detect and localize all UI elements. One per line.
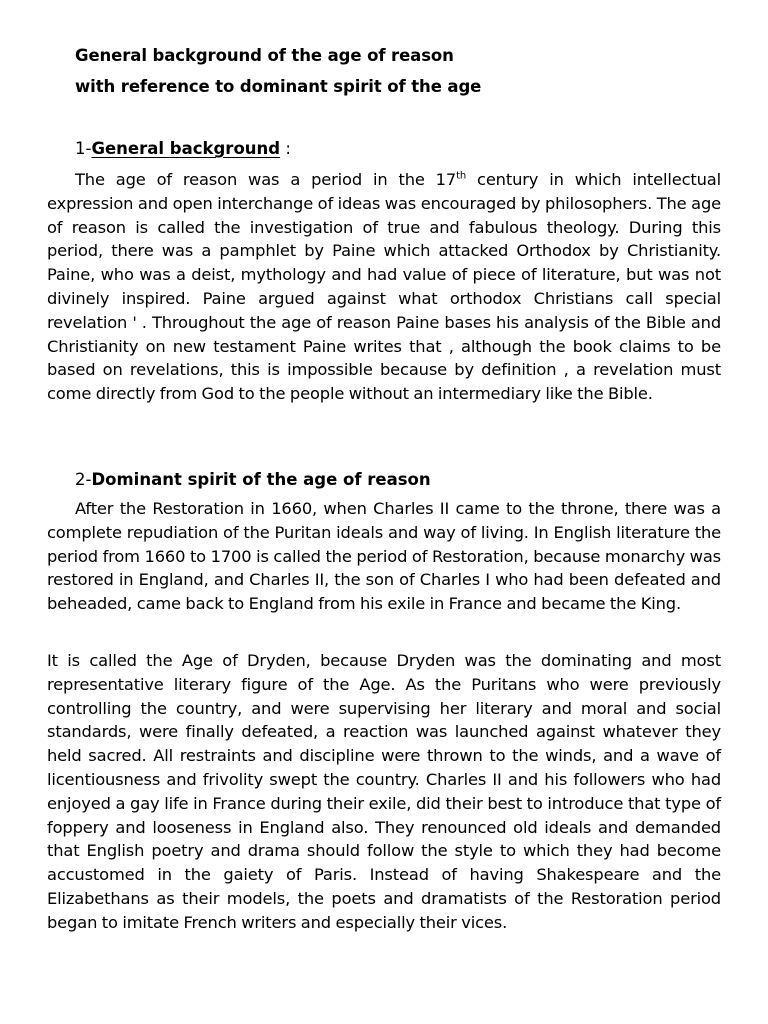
section-2-paragraph-1: After the Restoration in 1660, when Charles II came to the throne, there was a complete repudiation of the Puritan ideals and way of living. In English literature the period from 1660 to 1700 is called the period of Restoration, because monarchy was restored in England, and Charles II, the son of Charles I who had been defeated and beheaded, came back to England from his exile in France and became the King.: [47, 499, 721, 614]
section-2-paragraph-2: It is called the Age of Dryden, because Dryden was the dominating and most representative literary figure of the Age. As the Puritans who were previously controlling the country, and were supervising her literary and moral and social standards, were finally defeated, a reaction was launched against whatever they held sacred. All restraints and discipline were thrown to the winds, and a wave of licentiousness and frivolity swept the country. Charles II and his followers who had enjoyed a gay life in France during their exile, did their best to introduce that type of foppery and looseness in England also. They renounced old ideals and demanded that English poetry and drama should follow the style to which they had become accustomed in the gaiety of Paris. Instead of having Shakespeare and the Elizabethans as their models, the poets and dramatists of the Restoration period began to imitate French writers and especially their vices.: [47, 651, 721, 932]
section-1-paragraph: [47, 168, 721, 406]
section-2-heading: [75, 468, 431, 492]
section-1-title: General background: [91, 139, 281, 158]
section-2-number: 2-: [75, 470, 92, 489]
section-1-heading: [75, 137, 291, 161]
section-1-number: 1-: [75, 139, 92, 158]
section-1-colon: :: [280, 139, 291, 158]
section-1-paragraph-rest: century in which intellectual expression and open interchange of ideas was encouraged by philosophers. The age of reason is called the investigation of true and fabulous theology. During this period, there was a pamphlet by Paine which attacked Orthodox by Christianity. Paine, who was a deist, mythology and had value of piece of literature, but was not divinely inspired. Paine argued against what orthodox Christians call special revelation ' . Throughout the age of reason Paine bases his analysis of the Bible and Christianity on new testament Paine writes that , although the book claims to be based on revelations, this is impossible because by definition , a revelation must come directly from God to the people without an intermediary like the Bible.: [47, 170, 721, 404]
section-2-title: Dominant spirit of the age of reason: [91, 470, 431, 489]
document-title-line-1: General background of the age of reason: [75, 46, 454, 65]
document-title-line-2: with reference to dominant spirit of the age: [75, 77, 482, 96]
ordinal-superscript: th: [456, 170, 467, 182]
section-1-paragraph-start: The age of reason was a period in the 17: [75, 170, 457, 189]
